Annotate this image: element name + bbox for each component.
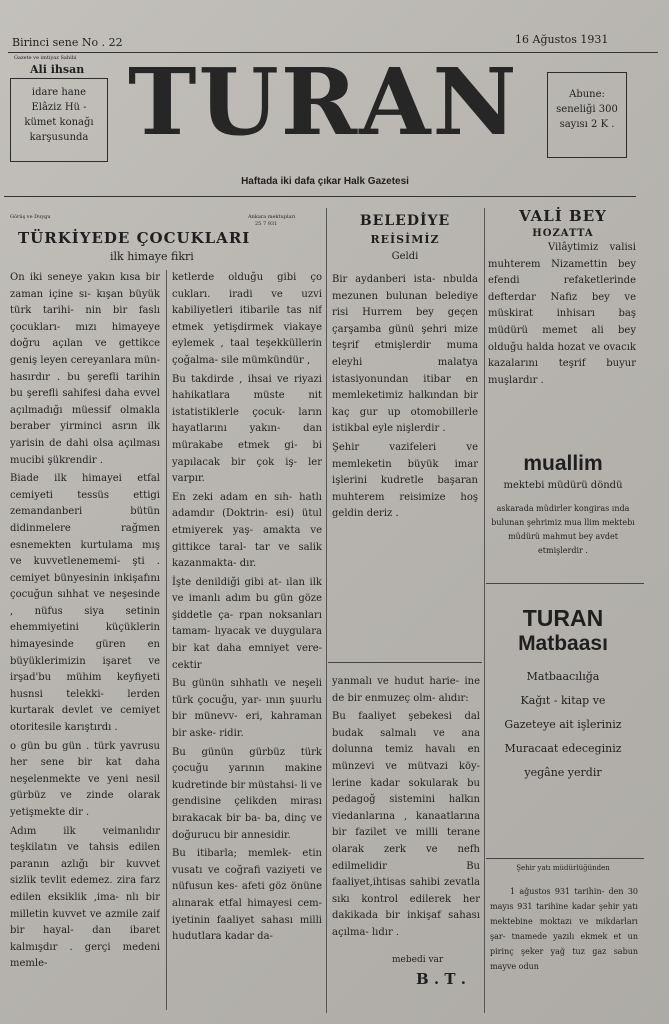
- issue-date: 16 Ağustos 1931: [515, 33, 609, 46]
- ad-line: Gazeteye ait işleriniz: [504, 718, 622, 731]
- paragraph: Bu takdirde , ihsai ve riyazi hahikatlara müste nit istatistiklerle çocuk- ların hayatlarını yakın- dan mürakabe etmek gi- bi yapılacak bir çok iş- ler varpır.: [172, 373, 322, 485]
- paragraph: En zeki adam en sıh- hatlı adamdır (Doktrin- esi) ütul etmiyerek yaş- amakta ve gittikce taral- tar ve salik kazanmakta- dır.: [172, 491, 322, 570]
- admin-line: Elâziz Hü -: [31, 102, 87, 113]
- ad-top-rule: [486, 583, 644, 584]
- ad-title-2: Matbaası: [518, 632, 608, 655]
- article2-headline-1: BELEDİYE: [359, 213, 451, 229]
- paragraph: Bu günün gürbüz türk çocuğu yarının makine kudretinde bir müstahsi- li ve gendisine çelikden mirası bırakacak bir ba- ba, dinç ve doğurucu bir annesidir.: [172, 746, 322, 841]
- newspaper-title: TURAN: [128, 48, 519, 156]
- article1-column-2: [172, 270, 322, 1015]
- owner-label: Gazete ve imtiyaz Sahibi: [14, 55, 77, 61]
- article1-subhead: ilk himaye fikri: [110, 250, 194, 263]
- ad-bottom-rule: [486, 858, 644, 859]
- article4-body: Vilâytimiz valisi muhterem Nizamettin bey efendi refaketlerinde defterdar Nafiz bey ve müskirat inhisarı baş müdürü memet ali bey olduğu halda hozat ve ovacık kazalarını teşrif buyur muşlardır .: [488, 242, 636, 386]
- admin-line: kümet konağı: [24, 117, 94, 128]
- owner-name: Ali ihsan: [30, 63, 85, 76]
- ad-title-1: TURAN: [522, 605, 604, 631]
- column-divider: [166, 270, 167, 1010]
- paragraph: o gün bu gün . türk yavrusu her sene bir kat daha neşelenmekte ve yeni nesil gürbüz ve zinde olarak yetişmekte dir .: [10, 740, 160, 818]
- signature-label: mebedi var: [392, 955, 444, 965]
- article4-subhead: HOZATTA: [532, 228, 594, 239]
- ad-body: [488, 665, 638, 785]
- subscription-line: seneliği 300: [556, 104, 618, 115]
- issue-number: Birinci sene No . 22: [12, 36, 123, 49]
- admin-address-box: [10, 78, 108, 162]
- article5-headline: muallim: [523, 452, 603, 475]
- subscription-line: sayısı 2 K .: [559, 119, 615, 130]
- paragraph: Bir aydanberi ista- nbulda mezunen bulunan belediye risi Hurrem bey geçen çarşamba günü şehri mize teşrif etmişlerdir muma eleyhi malatya istasiyonundan itibar en memleketimiz halkından bir kaç gur up otomobillerle istikbal eyle nişlerdir .: [332, 274, 478, 435]
- column-divider: [484, 208, 485, 1013]
- subscription-line: Abune:: [569, 89, 605, 100]
- column-divider: [326, 208, 327, 1013]
- article2-headline-2: REİSİMİZ: [370, 233, 440, 246]
- article3-body: [332, 674, 480, 954]
- subscription-box: [547, 72, 627, 158]
- article2-rule: [328, 662, 482, 663]
- paragraph: İşte denildiği gibi at- ılan ilk ve imanlı adım bu gün göze şiddetle ça- rpan noksanları tamam- lıyacak ve duygulara bir kat daha emniyet vere- cektir: [172, 576, 322, 671]
- notice-header: Şehir yatı müdürlüğünden: [516, 864, 610, 872]
- ad-line: Matbaacılığa: [526, 670, 600, 683]
- kicker-right: Ankara mektupları: [248, 214, 296, 220]
- newspaper-subtitle: Haftada iki dafa çıkar Halk Gazetesi: [241, 176, 409, 187]
- paragraph: Bu itibarla; memlek- etin vusatı ve coğrafi vaziyeti ve nüfusun kes- afeti göz önüne alınarak etfal himayesi cem- iyetinin faaliyet sahası milli hudutlara kadar da-: [172, 848, 322, 943]
- paragraph: yanmalı ve hudut harie- ine de bir enmuzeç olm- alıdır:: [332, 676, 480, 704]
- kicker-right-date: 25 7 931: [255, 221, 278, 227]
- notice-body: 1 ağustos 931 tarihin- den 30 mayıs 931 tarihine kadar şehir yatı mektebine moktazı ve mikdarları şar- tnamede yazılı ekmek et un pirinç şeker yağ tuz gaz sabun mayve odun: [490, 887, 638, 971]
- article1-headline: TÜRKİYEDE ÇOCUKLARI: [18, 229, 251, 247]
- admin-line: idare hane: [31, 87, 87, 98]
- paragraph: On iki seneye yakın kısa bir zaman içine sı- kışan büyük türk tarihi- nin bir faslı çocukları- mızı himayeye doğru açılan ve gettikce geniş leyen cereyanlara mün- hasırdır . bu şerefli tarihin bu şerefli sahifesi daha evvel açılmadığı müessif olmakla beraber yirminci asrın ilk yarisin de dahi olsa açılması mucibi şükrendir .: [10, 272, 160, 466]
- article2-body: [332, 272, 478, 657]
- paragraph: Bu faaliyet şebekesi dal budak salmalı ve ana dolunna temiz havalı en münzevi ve mütvazi köy- lerine kadar sokularak bu pedagoğ sistemini halkın viedanlarına , kanaatlarına bir fazilet ve milli terane olarak zerk ve nefh edilmelidir Bu faaliyet,ihtisas sahibi zevatla sıkı kontrol edilerek her dakikada bir inkişaf sahası açılma- lıdır .: [332, 711, 480, 938]
- masthead-rule: [4, 196, 636, 197]
- ad-line: yegâne yerdir: [524, 766, 602, 779]
- ad-line: Muracaat edeceginiz: [504, 742, 622, 755]
- article5-subhead: mektebi müdürü döndü: [503, 480, 623, 491]
- paragraph: Bu günün sıhhatlı ve neşeli türk çocuğu, yar- ının şuurlu bir münevv- eri, kahraman bir aske- ridir.: [172, 678, 322, 740]
- ad-line: Kağıt - kitap ve: [520, 694, 606, 707]
- paragraph: Biade ilk himayei etfal cemiyeti tessüs ettigi zemandanberi bütün didinmelere rağmen esnemekten kurtulama mış ve kuvvetlenememi- şti . cemiyet bünyesinin inkişafını çocuğun sıhhat ve neşesinde , nüfus siya setinin ehemmiyetini küçüklerin himayesinde güren en büyüklerimizin işaret ve irşad'bu mühim keyfiyeti husnsi telekki- lerden kurtarak devlet ve cemiyet otoritesile karıştırdı .: [10, 473, 160, 734]
- signature: B . T .: [416, 970, 466, 988]
- paragraph: ketlerde olduğu gibi ço cukları. iradi ve uzvi kabiliyetleri itibarile tas nif etmek yetişdirmek viakaye eylemek , taal teşekküllerin çoğalma- sile mümkündür ,: [172, 272, 322, 366]
- admin-line: karşusunda: [29, 132, 89, 143]
- article2-subhead: Geldi: [391, 251, 419, 262]
- article5-body: askarada müdirler kongiras ında bulunan şehrimiz mua llim mektebı müdürü mahmut bey avdet etmişlerdir .: [491, 504, 635, 555]
- paragraph: Şehir vazifeleri ve memleketin büyük imar işlerini kudretle başaran muhterem reisimize hoş geldin deriz .: [332, 441, 478, 520]
- article1-column-1: [10, 270, 160, 1015]
- paragraph: Adım ilk veimanlıdır teşkilatın ve tahsis edilen paranın azlığı bir kuvvet sizlik tevlit edemez. zira farz edilen eksiklik ,ima- nlı bir milletin kuvvet ve azmile zaif bir hayal- dan ibaret kalmışdır . gerçi medeni memle-: [10, 825, 160, 970]
- kicker-left: Görüş ve Duygu: [10, 214, 51, 220]
- article4-headline: VALİ BEY: [519, 207, 607, 225]
